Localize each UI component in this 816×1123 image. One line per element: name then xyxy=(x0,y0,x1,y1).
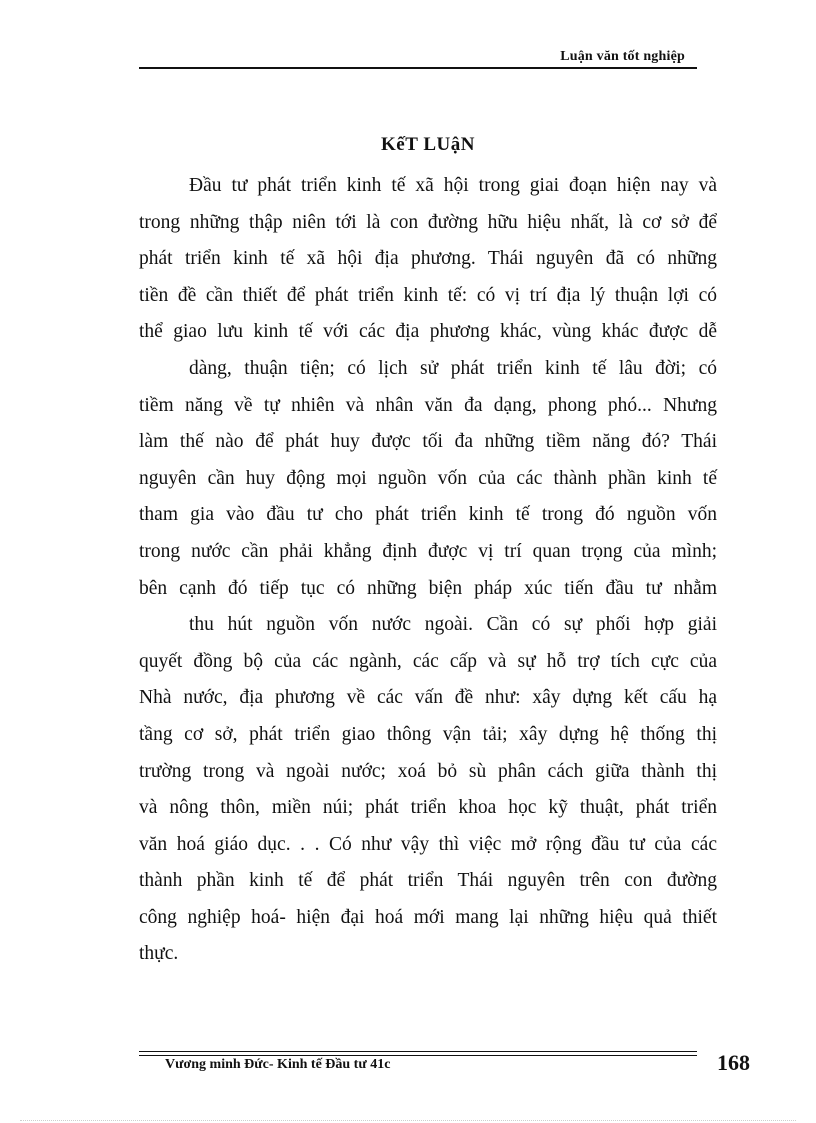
body-line: tiềm năng về tự nhiên và nhân văn đa dạng, phong phó... Nhưng xyxy=(139,394,717,416)
body-line: quyết đồng bộ của các ngành, các cấp và sự hỗ trợ tích cực của xyxy=(139,650,717,672)
body-line: tiền đề cần thiết để phát triển kinh tế: có vị trí địa lý thuận lợi có xyxy=(139,284,717,306)
body-line: Đầu tư phát triển kinh tế xã hội trong giai đoạn hiện nay và xyxy=(189,175,717,196)
body-line: tầng cơ sở, phát triển giao thông vận tải; xây dựng hệ thống thị xyxy=(139,723,717,745)
body-line: thu hút nguồn vốn nước ngoài. Cần có sự phối hợp giải xyxy=(189,614,717,636)
footer-rule xyxy=(139,1051,697,1052)
body-line: và nông thôn, miền núi; phát triển khoa học kỹ thuật, phát triển xyxy=(139,797,717,819)
body-line: làm thế nào để phát huy được tối đa những tiềm năng đó? Thái xyxy=(139,431,717,453)
body-line: trong nước cần phải khẳng định được vị trí quan trọng của mình; xyxy=(139,540,717,562)
page-number: 168 xyxy=(717,1050,750,1075)
footer-author: Vương minh Đức- Kinh tế Đầu tư 41c xyxy=(165,1057,391,1072)
body-line: văn hoá giáo dục. . . Có như vậy thì việc mở rộng đầu tư của các xyxy=(139,833,717,855)
body-line: thành phần kinh tế để phát triển Thái nguyên trên con đường xyxy=(139,870,717,892)
body-paragraphs xyxy=(139,168,717,973)
body-line: tham gia vào đầu tư cho phát triển kinh tế trong đó nguồn vốn xyxy=(139,504,717,526)
body-line: bên cạnh đó tiếp tục có những biện pháp xúc tiến đầu tư nhằm xyxy=(139,577,717,599)
body-line: thực. xyxy=(139,943,179,965)
page-edge-divider xyxy=(20,1120,796,1121)
section-heading: KếT LUậN xyxy=(381,134,475,155)
body-line: dàng, thuận tiện; có lịch sử phát triển kinh tế lâu đời; có xyxy=(189,357,717,379)
body-line: trong những thập niên tới là con đường hữu hiệu nhất, là cơ sở để xyxy=(139,211,717,233)
body-line: nguyên cần huy động mọi nguồn vốn của các thành phần kinh tế xyxy=(139,467,717,489)
body-line: phát triển kinh tế xã hội địa phương. Thái nguyên đã có những xyxy=(139,248,717,270)
body-line: trường trong và ngoài nước; xoá bỏ sù phân cách giữa thành thị xyxy=(139,760,717,782)
running-header-title: Luận văn tốt nghiệp xyxy=(560,49,685,64)
body-line: Nhà nước, địa phương về các vấn đề như: xây dựng kết cấu hạ xyxy=(139,687,717,709)
body-line: thể giao lưu kinh tế với các địa phương khác, vùng khác được dễ xyxy=(139,321,717,343)
body-line: công nghiệp hoá- hiện đại hoá mới mang lại những hiệu quả thiết xyxy=(139,906,717,928)
header-rule xyxy=(139,67,697,69)
footer-rule xyxy=(139,1055,697,1056)
